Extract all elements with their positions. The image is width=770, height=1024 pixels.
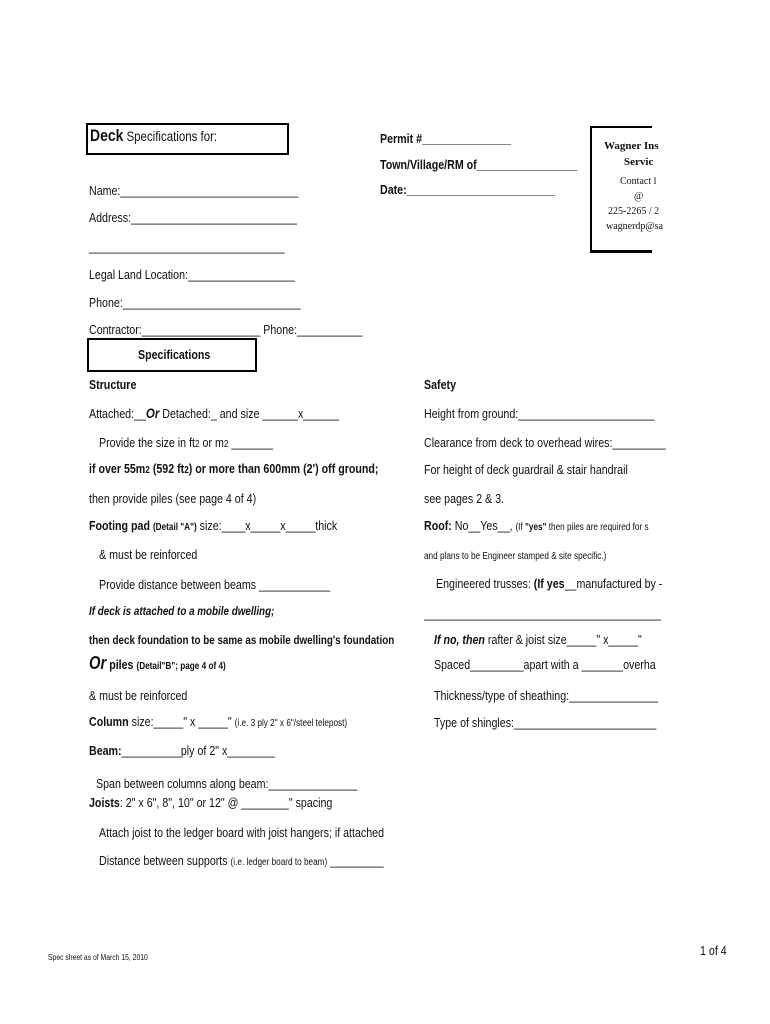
roof-field: Roof: No__Yes__, (If "yes" then piles are required for s	[424, 518, 649, 533]
wagner-email: wagnerdp@sa	[606, 221, 663, 232]
column-field: Column size:_____" x _____" (i.e. 3 ply 2" x 6"/steel telepost)	[89, 714, 348, 729]
trusses-field: Engineered trusses: (If yes__manufactured by -	[436, 576, 663, 591]
footer-date: Spec sheet as of March 15, 2010	[48, 953, 148, 962]
joists-field: Joists: 2" x 6", 8", 10" or 12" @ ________" spacing	[89, 795, 333, 810]
rafter-field: If no, then rafter & joist size_____" x_____"	[434, 632, 642, 647]
phone-field: Phone:______________________________	[89, 295, 301, 310]
contractor-field: Contractor:____________________ Phone:___________	[89, 322, 363, 337]
wagner-name: Wagner Ins	[604, 140, 659, 152]
foundation-note: then deck foundation to be same as mobile dwelling's foundation	[89, 633, 395, 647]
wagner-phone: 225-2265 / 2	[608, 206, 660, 217]
safety-column	[420, 370, 666, 750]
address-field: Address:____________________________	[89, 210, 298, 225]
ledger-note: Attach joist to the ledger board with joist hangers; if attached	[99, 825, 385, 840]
attached-field: Attached:__Or Detached:_ and size ______x______	[89, 405, 339, 421]
permit-field: Permit #_______________	[380, 131, 512, 146]
town-field: Town/Village/RM of_________________	[380, 157, 578, 172]
wagner-at: @	[634, 191, 644, 202]
structure-heading: Structure	[89, 377, 137, 392]
name-field: Name:______________________________	[89, 183, 299, 198]
shingles-field: Type of shingles:________________________	[434, 715, 657, 730]
height-field: Height from ground:_______________________	[424, 406, 655, 421]
reinforced-note-2: & must be reinforced	[89, 688, 188, 703]
beam-distance-field: Provide distance between beams ____________	[99, 577, 331, 592]
beam-field: Beam:__________ply of 2" x________	[89, 743, 275, 758]
piles-note: then provide piles (see page 4 of 4)	[89, 491, 257, 506]
engineer-note: and plans to be Engineer stamped & site specific.)	[424, 551, 607, 562]
date-field: Date:_________________________	[380, 182, 555, 197]
mobile-dwelling-note: If deck is attached to a mobile dwelling;	[89, 604, 275, 618]
supports-field: Distance between supports (i.e. ledger board to beam) _________	[99, 853, 384, 868]
wagner-contact-box	[590, 126, 663, 253]
specifications-heading: Specifications	[138, 347, 211, 362]
address-line2: _________________________________	[89, 239, 285, 254]
wagner-services: Servic	[624, 156, 654, 168]
wagner-contact: Contact l	[620, 176, 657, 187]
safety-heading: Safety	[424, 377, 457, 392]
size-field: Provide the size in ft2 or m2 _______	[99, 435, 273, 450]
footing-pad-field: Footing pad (Detail "A") size:____x_____x_____thick	[89, 518, 338, 533]
clearance-field: Clearance from deck to overhead wires:_________	[424, 435, 666, 450]
guardrail-note: For height of deck guardrail & stair handrail	[424, 462, 628, 477]
if-over-note: if over 55m2 (592 ft2) or more than 600mm (2') off ground;	[89, 461, 379, 476]
spaced-field: Spaced_________apart with a _______overha	[434, 657, 656, 672]
page-number: 1 of 4	[700, 943, 727, 958]
sheathing-field: Thickness/type of sheathing:_______________	[434, 688, 659, 703]
page-title: Deck Specifications for:	[90, 126, 218, 145]
reinforced-note-1: & must be reinforced	[99, 547, 198, 562]
span-field: Span between columns along beam:_______________	[96, 776, 358, 791]
or-piles-note: Or piles (Detail"B"; page 4 of 4)	[89, 653, 226, 673]
pages-note: see pages 2 & 3.	[424, 491, 505, 506]
legal-land-field: Legal Land Location:__________________	[89, 267, 295, 282]
trusses-line: ________________________________________	[424, 606, 662, 621]
